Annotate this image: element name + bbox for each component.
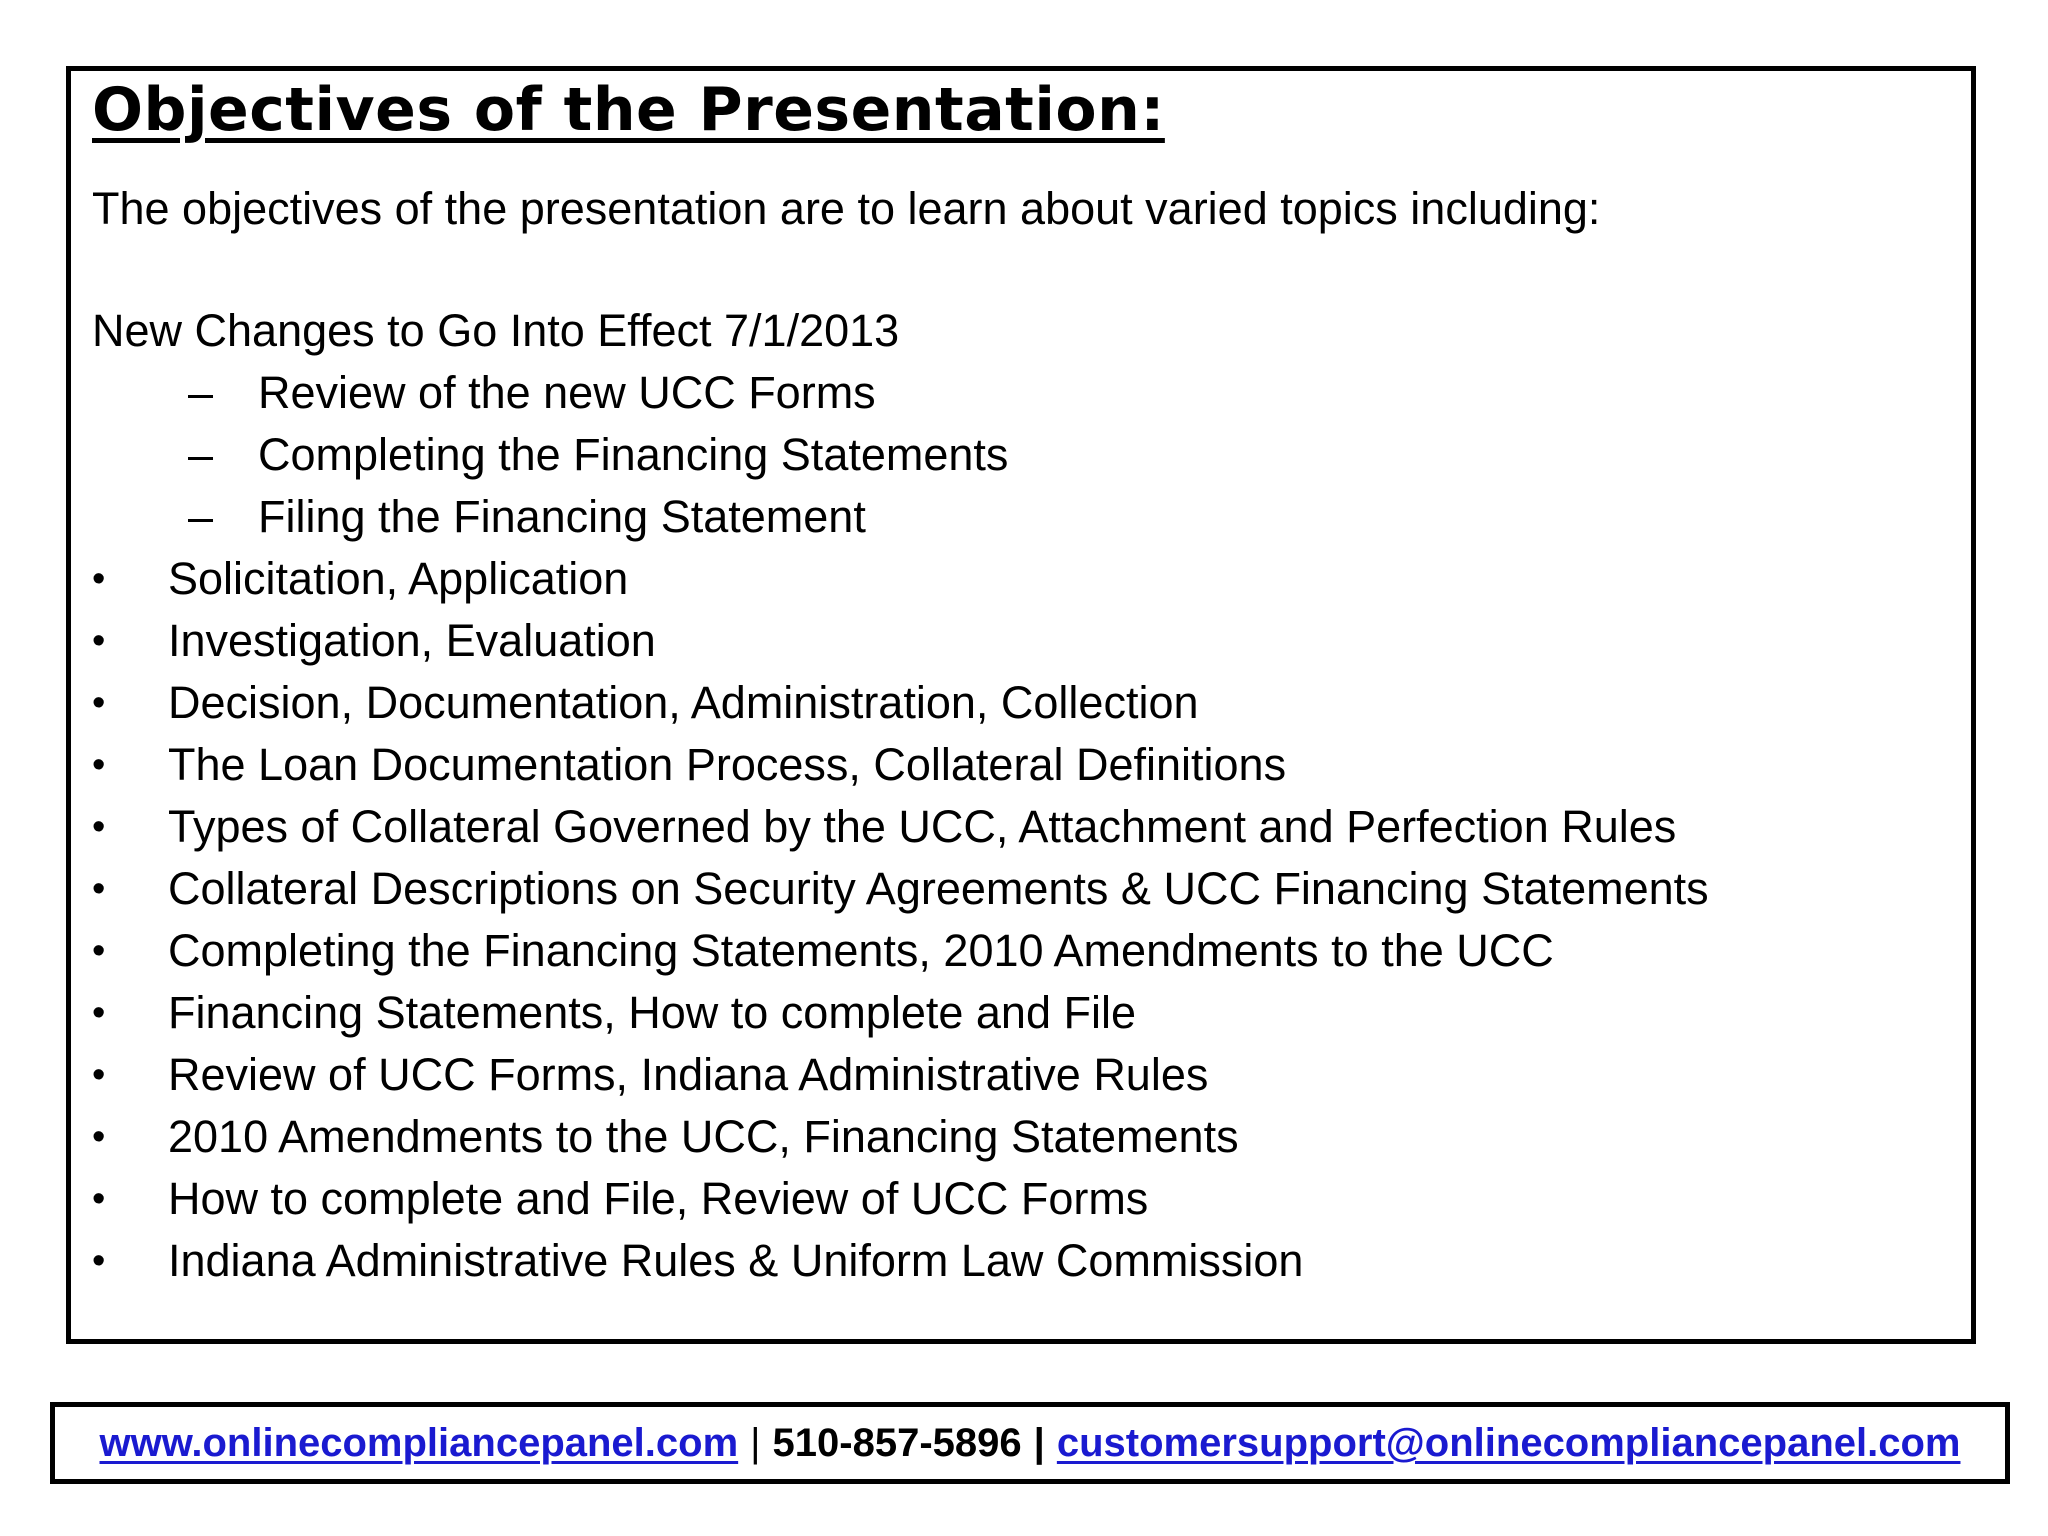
dash-marker: – xyxy=(188,491,214,542)
bullet-item: Types of Collateral Governed by the UCC, Attachment and Perfection Rules xyxy=(168,801,1677,852)
bullet-item: 2010 Amendments to the UCC, Financing Statements xyxy=(168,1111,1239,1162)
bullet-marker: • xyxy=(92,992,106,1034)
bullet-marker: • xyxy=(92,744,106,786)
bullet-marker: • xyxy=(92,620,106,662)
bullet-marker: • xyxy=(92,1116,106,1158)
footer-contact-bar xyxy=(50,1402,2010,1484)
bullet-marker: • xyxy=(92,1240,106,1282)
dash-marker: – xyxy=(188,429,214,480)
bullet-item: Indiana Administrative Rules & Uniform Law Commission xyxy=(168,1235,1304,1286)
phone-number: 510-857-5896 xyxy=(772,1420,1022,1465)
bullet-marker: • xyxy=(92,806,106,848)
bullet-marker: • xyxy=(92,558,106,600)
dash-marker: – xyxy=(188,367,214,418)
sub-item: Completing the Financing Statements xyxy=(258,429,1009,480)
bullet-item: Decision, Documentation, Administration, Collection xyxy=(168,677,1199,728)
website-link[interactable]: www.onlinecompliancepanel.com xyxy=(99,1420,739,1465)
subheading: New Changes to Go Into Effect 7/1/2013 xyxy=(92,305,900,356)
sub-item: Review of the new UCC Forms xyxy=(258,367,876,418)
bullet-item: Review of UCC Forms, Indiana Administrative Rules xyxy=(168,1049,1209,1100)
bullet-item: Investigation, Evaluation xyxy=(168,615,656,666)
bullet-marker: • xyxy=(92,868,106,910)
bullet-item: Collateral Descriptions on Security Agreements & UCC Financing Statements xyxy=(168,863,1709,914)
bullet-marker: • xyxy=(92,682,106,724)
bullet-marker: • xyxy=(92,930,106,972)
bullet-marker: • xyxy=(92,1178,106,1220)
bullet-marker: • xyxy=(92,1054,106,1096)
bullet-item: Financing Statements, How to complete and File xyxy=(168,987,1136,1038)
footer-separator: | xyxy=(1033,1420,1045,1465)
bullet-item: Solicitation, Application xyxy=(168,553,629,604)
bullet-item: Completing the Financing Statements, 2010 Amendments to the UCC xyxy=(168,925,1554,976)
email-link[interactable]: customersupport@onlinecompliancepanel.com xyxy=(1056,1420,1961,1465)
footer-separator: | xyxy=(750,1420,761,1465)
slide-title: Objectives of the Presentation: xyxy=(92,75,1165,145)
sub-item: Filing the Financing Statement xyxy=(258,491,866,542)
bullet-item: How to complete and File, Review of UCC Forms xyxy=(168,1173,1149,1224)
intro-text: The objectives of the presentation are to learn about varied topics including: xyxy=(92,183,1601,234)
bullet-item: The Loan Documentation Process, Collateral Definitions xyxy=(168,739,1287,790)
